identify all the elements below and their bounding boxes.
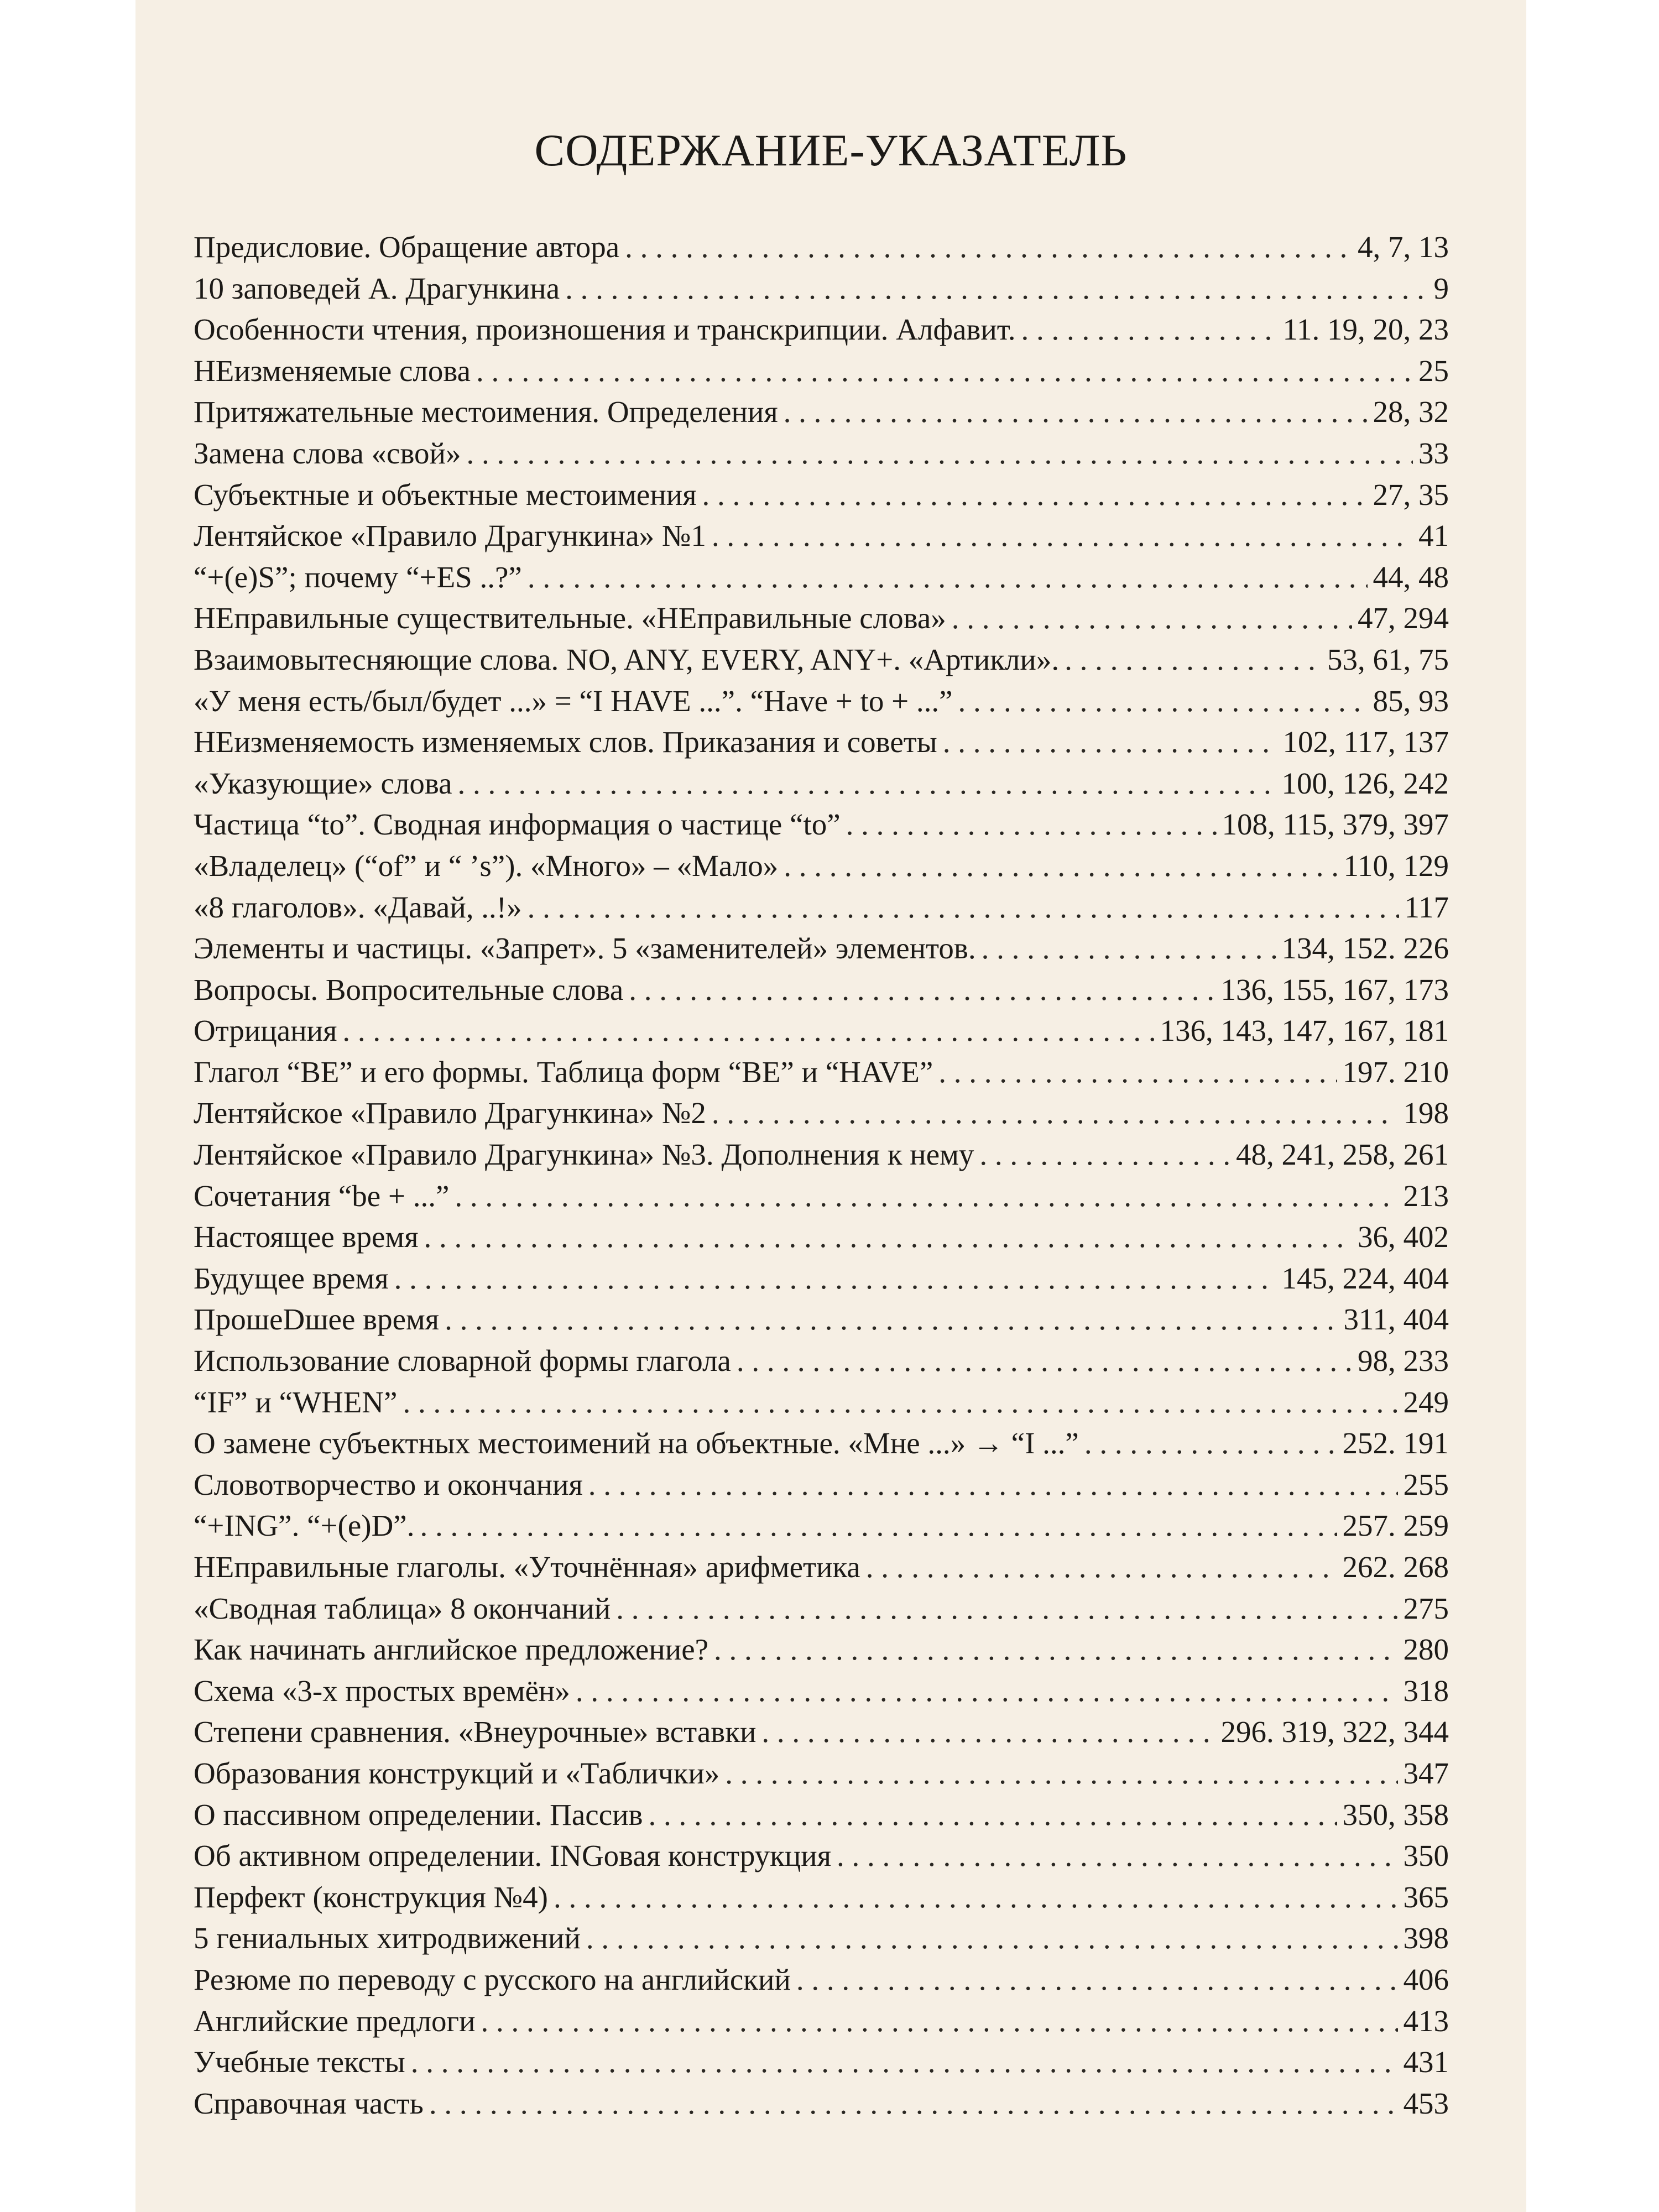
toc-entry-pages: 25 — [1418, 353, 1449, 388]
toc-entry — [194, 271, 1449, 312]
toc-entry — [194, 1962, 1449, 2004]
dot-leader — [1021, 312, 1277, 347]
toc-entry-title: Частица “to”. Сводная информация о частице “to” — [194, 807, 841, 842]
toc-entry-title: “+(е)S”; почему “+ES ..?” — [194, 560, 522, 594]
toc-entry-pages: 257. 259 — [1342, 1509, 1449, 1543]
toc-entry — [194, 1219, 1449, 1261]
toc-entry-title: Замена слова «свой» — [194, 436, 461, 470]
dot-leader — [725, 1756, 1397, 1791]
dot-leader — [403, 1385, 1397, 1420]
toc-entry-pages: 44, 48 — [1373, 560, 1449, 594]
page-title: СОДЕРЖАНИЕ-УКАЗАТЕЛЬ — [534, 125, 1128, 175]
toc-entry — [194, 1302, 1449, 1343]
dot-leader — [342, 1013, 1154, 1048]
dot-leader — [424, 1219, 1352, 1254]
toc-entry — [194, 1385, 1449, 1426]
table-of-contents — [194, 229, 1449, 2127]
dot-leader — [466, 436, 1413, 471]
toc-entry-pages: 413 — [1403, 2004, 1449, 2038]
toc-entry-pages: 213 — [1403, 1178, 1449, 1213]
dot-leader — [784, 394, 1368, 429]
toc-entry — [194, 1550, 1449, 1591]
toc-entry-title: “+ING”. “+(e)D”. — [194, 1509, 415, 1543]
toc-entry — [194, 2044, 1449, 2086]
toc-entry — [194, 1343, 1449, 1385]
toc-entry — [194, 353, 1449, 395]
toc-entry — [194, 1673, 1449, 1715]
dot-leader — [938, 1055, 1337, 1089]
dot-leader — [979, 1137, 1230, 1172]
dot-leader — [958, 684, 1368, 718]
toc-entry-pages: 27, 35 — [1373, 477, 1449, 512]
toc-entry-title: ПрошеDшее время — [194, 1302, 440, 1337]
dot-leader — [528, 890, 1399, 925]
toc-entry — [194, 560, 1449, 601]
toc-entry-pages: 9 — [1433, 271, 1449, 305]
toc-entry-title: «У меня есть/был/будет ...» = “I HAVE ...”. “Have + to + ...” — [194, 684, 953, 718]
toc-entry-pages: 11. 19, 20, 23 — [1282, 312, 1449, 347]
toc-entry-title: Перфект (конструкция №4) — [194, 1880, 548, 1914]
toc-entry-pages: 275 — [1403, 1591, 1449, 1625]
dot-leader — [588, 1467, 1398, 1502]
toc-entry-pages: 36, 402 — [1358, 1220, 1449, 1254]
toc-entry-title: “IF” и “WHEN” — [194, 1385, 398, 1419]
dot-leader — [429, 2086, 1398, 2121]
toc-entry — [194, 1426, 1449, 1467]
toc-entry-title: Словотворчество и окончания — [194, 1467, 583, 1501]
dot-leader — [714, 1632, 1397, 1667]
toc-entry-title: Вопросы. Вопросительные слова — [194, 972, 624, 1006]
toc-entry — [194, 1013, 1449, 1055]
toc-entry — [194, 436, 1449, 477]
toc-entry — [194, 394, 1449, 436]
toc-entry-title: «Сводная таблица» 8 окончаний — [194, 1591, 611, 1625]
toc-entry — [194, 724, 1449, 766]
toc-entry-pages: 347 — [1403, 1756, 1449, 1790]
dot-leader — [476, 353, 1413, 388]
toc-entry-pages: 102, 117, 137 — [1282, 725, 1449, 759]
toc-entry-title: Субъектные и объектные местоимения — [194, 477, 697, 512]
toc-entry-title: «Владелец» (“of” и “ ’s”). «Много» – «Мало» — [194, 848, 779, 883]
dot-leader — [649, 1797, 1337, 1832]
dot-leader — [394, 1261, 1276, 1296]
dot-leader — [712, 1095, 1398, 1130]
toc-entry — [194, 684, 1449, 725]
toc-entry-pages: 255 — [1403, 1467, 1449, 1501]
toc-entry-pages: 398 — [1403, 1921, 1449, 1955]
dot-leader — [420, 1508, 1337, 1543]
toc-entry-title: Лентяйское «Правило Драгункина» №1 — [194, 519, 706, 553]
toc-entry-pages: 350 — [1403, 1839, 1449, 1873]
toc-entry-pages: 198 — [1403, 1096, 1449, 1130]
dot-leader — [737, 1343, 1352, 1378]
toc-entry-pages: 453 — [1403, 2086, 1449, 2120]
toc-entry — [194, 601, 1449, 642]
dot-leader — [712, 518, 1413, 553]
toc-entry — [194, 229, 1449, 271]
toc-entry-pages: 100, 126, 242 — [1281, 766, 1449, 800]
toc-entry — [194, 2086, 1449, 2127]
toc-entry-title: 5 гениальных хитродвижений — [194, 1921, 581, 1955]
toc-entry-pages: 145, 224, 404 — [1281, 1261, 1449, 1295]
toc-entry-title: Резюме по переводу с русского на английский — [194, 1962, 791, 1996]
toc-entry-pages: 350, 358 — [1342, 1797, 1449, 1832]
toc-entry — [194, 1756, 1449, 1797]
dot-leader — [445, 1302, 1338, 1337]
toc-entry-title: Особенности чтения, произношения и транскрипции. Алфавит. — [194, 312, 1016, 347]
toc-entry-title: Схема «3-х простых времён» — [194, 1673, 570, 1708]
toc-entry — [194, 642, 1449, 684]
toc-entry-title: Настоящее время — [194, 1220, 419, 1254]
toc-entry — [194, 1591, 1449, 1632]
toc-entry-pages: 110, 129 — [1343, 848, 1449, 883]
dot-leader — [586, 1921, 1398, 1955]
toc-entry — [194, 1838, 1449, 1880]
toc-entry-title: Лентяйское «Правило Драгункина» №2 — [194, 1096, 706, 1130]
toc-entry-title: НЕизменяемые слова — [194, 353, 471, 388]
toc-entry — [194, 1632, 1449, 1673]
dot-leader — [1084, 1426, 1337, 1460]
toc-entry-pages: 280 — [1403, 1632, 1449, 1667]
toc-entry — [194, 1508, 1449, 1550]
toc-entry — [194, 931, 1449, 972]
dot-leader — [554, 1880, 1398, 1914]
toc-entry-title: Притяжательные местоимения. Определения — [194, 395, 778, 429]
dot-leader — [702, 477, 1368, 512]
toc-entry — [194, 1880, 1449, 1921]
toc-entry-title: О замене субъектных местоимений на объектные. «Мне ...» → “I ...” — [194, 1426, 1079, 1460]
dot-leader — [846, 807, 1217, 842]
book-page — [135, 0, 1526, 2212]
toc-entry-pages: 85, 93 — [1373, 684, 1449, 718]
dot-leader — [1065, 642, 1322, 677]
toc-entry — [194, 2004, 1449, 2045]
toc-entry-title: Справочная часть — [194, 2086, 424, 2120]
toc-entry-pages: 47, 294 — [1358, 601, 1449, 635]
dot-leader — [761, 1714, 1215, 1749]
toc-entry — [194, 766, 1449, 807]
toc-entry — [194, 807, 1449, 848]
toc-entry-title: Образования конструкций и «Таблички» — [194, 1756, 720, 1790]
toc-entry-pages: 136, 143, 147, 167, 181 — [1160, 1014, 1449, 1048]
toc-entry-title: Взаимовытесняющие слова. NO, ANY, EVERY, ANY+. «Артикли». — [194, 642, 1060, 676]
toc-entry-pages: 262. 268 — [1342, 1550, 1449, 1584]
toc-entry — [194, 1137, 1449, 1178]
toc-entry-title: Элементы и частицы. «Запрет». 5 «заменителей» элементов. — [194, 931, 976, 966]
toc-entry-pages: 41 — [1418, 519, 1449, 553]
toc-entry-pages: 28, 32 — [1373, 395, 1449, 429]
toc-entry-pages: 406 — [1403, 1962, 1449, 1996]
toc-entry-pages: 108, 115, 379, 397 — [1222, 807, 1449, 842]
toc-entry — [194, 1467, 1449, 1509]
toc-entry-pages: 136, 155, 167, 173 — [1220, 972, 1449, 1006]
toc-entry — [194, 477, 1449, 519]
dot-leader — [576, 1673, 1398, 1708]
toc-entry — [194, 1921, 1449, 1962]
dot-leader — [784, 848, 1338, 883]
toc-entry-title: Как начинать английское предложение? — [194, 1632, 709, 1667]
toc-entry-title: НЕправильные существительные. «НЕправильные слова» — [194, 601, 946, 635]
toc-entry-pages: 197. 210 — [1342, 1055, 1449, 1089]
toc-entry-pages: 365 — [1403, 1880, 1449, 1914]
toc-entry-pages: 252. 191 — [1342, 1426, 1449, 1460]
dot-leader — [866, 1550, 1337, 1584]
toc-entry-pages: 33 — [1418, 436, 1449, 470]
toc-entry-title: Глагол “BE” и его формы. Таблица форм “BE” и “HAVE” — [194, 1055, 933, 1089]
toc-entry-title: НЕправильные глаголы. «Уточнённая» арифметика — [194, 1550, 860, 1584]
toc-entry — [194, 1261, 1449, 1302]
toc-entry-title: Предисловие. Обращение автора — [194, 230, 620, 264]
dot-leader — [565, 271, 1428, 306]
toc-entry-title: Использование словарной формы глагола — [194, 1344, 731, 1378]
dot-leader — [982, 931, 1276, 966]
toc-entry-pages: 4, 7, 13 — [1358, 230, 1449, 264]
toc-entry-title: НЕизменяемость изменяемых слов. Приказания и советы — [194, 725, 937, 759]
toc-entry-pages: 134, 152. 226 — [1281, 931, 1449, 966]
toc-entry — [194, 972, 1449, 1014]
toc-entry — [194, 890, 1449, 931]
toc-entry — [194, 1178, 1449, 1220]
dot-leader — [629, 972, 1215, 1007]
toc-entry-title: Будущее время — [194, 1261, 389, 1295]
toc-entry — [194, 518, 1449, 560]
toc-entry-title: Сочетания “be + ...” — [194, 1178, 450, 1213]
dot-leader — [455, 1178, 1397, 1213]
toc-entry-title: Английские предлоги — [194, 2004, 476, 2038]
toc-entry-title: Об активном определении. INGовая конструкция — [194, 1839, 832, 1873]
toc-entry-title: Лентяйское «Правило Драгункина» №3. Дополнения к нему — [194, 1138, 974, 1172]
toc-entry-pages: 431 — [1403, 2045, 1449, 2079]
dot-leader — [411, 2044, 1398, 2079]
toc-entry-pages: 53, 61, 75 — [1327, 642, 1449, 676]
dot-leader — [943, 724, 1277, 759]
dot-leader — [796, 1962, 1398, 1997]
toc-entry — [194, 1797, 1449, 1839]
dot-leader — [481, 2004, 1398, 2038]
toc-entry-title: Степени сравнения. «Внеурочные» вставки — [194, 1715, 757, 1749]
dot-leader — [837, 1838, 1397, 1873]
toc-entry — [194, 1055, 1449, 1096]
toc-entry-title: Учебные тексты — [194, 2045, 405, 2079]
dot-leader — [625, 229, 1352, 264]
toc-entry — [194, 1714, 1449, 1756]
toc-entry-title: О пассивном определении. Пассив — [194, 1797, 643, 1832]
toc-entry-pages: 98, 233 — [1358, 1344, 1449, 1378]
dot-leader — [528, 560, 1368, 594]
toc-entry-pages: 296. 319, 322, 344 — [1220, 1715, 1449, 1749]
toc-entry-title: 10 заповедей А. Драгункина — [194, 271, 560, 305]
dot-leader — [458, 766, 1276, 801]
toc-entry — [194, 1095, 1449, 1137]
toc-entry-pages: 249 — [1403, 1385, 1449, 1419]
toc-entry-title: Отрицания — [194, 1014, 337, 1048]
toc-entry — [194, 312, 1449, 353]
toc-entry-pages: 318 — [1403, 1673, 1449, 1708]
dot-leader — [952, 601, 1352, 635]
toc-entry-pages: 48, 241, 258, 261 — [1236, 1138, 1449, 1172]
toc-entry-title: «Указующие» слова — [194, 766, 452, 800]
toc-entry-pages: 311, 404 — [1343, 1302, 1449, 1337]
toc-entry — [194, 848, 1449, 890]
toc-entry-title: «8 глаголов». «Давай, ..!» — [194, 890, 522, 924]
dot-leader — [616, 1591, 1397, 1626]
toc-entry-pages: 117 — [1404, 890, 1449, 924]
